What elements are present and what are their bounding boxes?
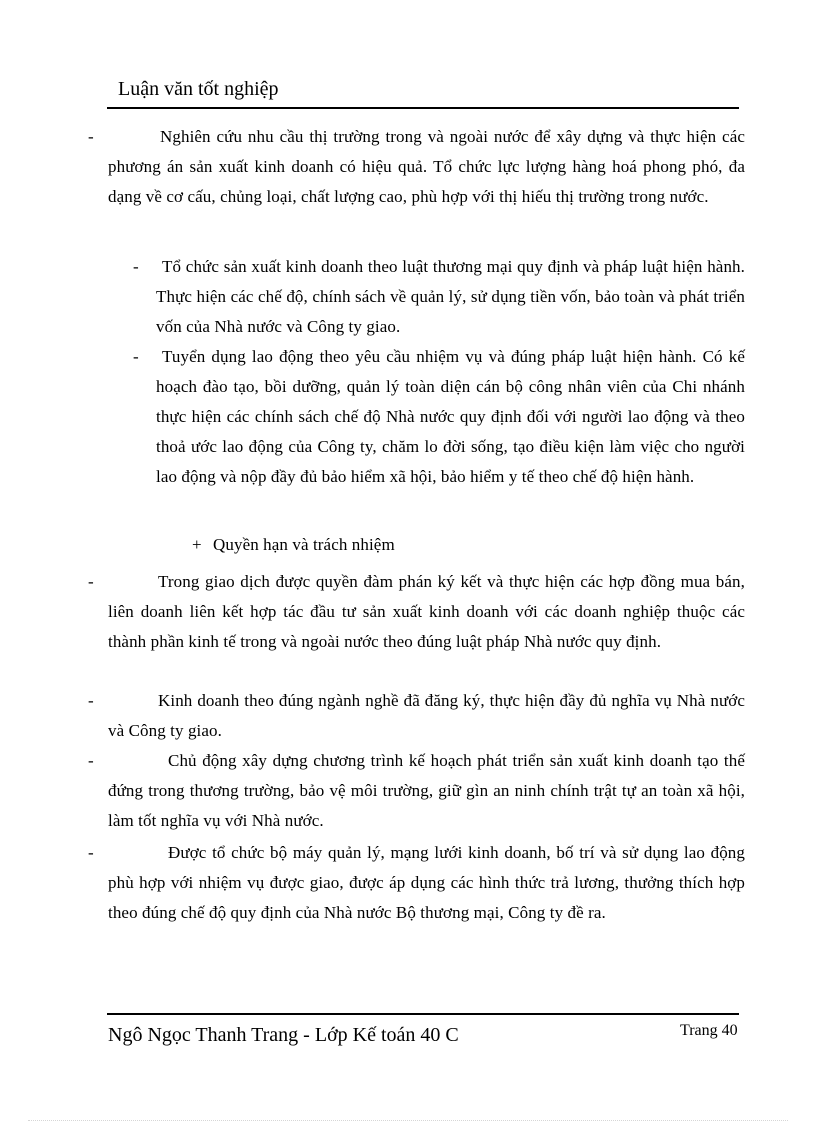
paragraph-organize-apparatus: Được tổ chức bộ máy quản lý, mạng lưới kinh doanh, bố trí và sử dụng lao động phù hợp với nhiệm vụ được giao, được áp dụng các hình thức trả lương, thưởng thích hợp theo đúng chế độ quy định của Nhà nước Bộ thương mại, Công ty đề ra.: [108, 843, 745, 922]
page-number: Trang 40: [680, 1022, 738, 1039]
paragraph-proactive-plan: Chủ động xây dựng chương trình kế hoạch phát triển sản xuất kinh doanh tạo thế đứng trong thương trường, bảo vệ môi trường, giữ gìn an ninh chính trật tự an toàn xã hội, làm tốt nghĩa vụ với Nhà nước.: [108, 751, 745, 830]
bullet-dash: -: [88, 572, 94, 591]
footer-divider: [107, 1013, 739, 1015]
paragraph-business-registered: Kinh doanh theo đúng ngành nghề đã đăng ký, thực hiện đầy đủ nghĩa vụ Nhà nước và Công ty giao.: [108, 691, 745, 740]
bullet-dash: -: [133, 257, 139, 276]
bullet-dash: -: [88, 691, 94, 710]
page-edge-divider: [28, 1120, 788, 1121]
bullet-dash: -: [88, 843, 94, 862]
running-header-title: Luận văn tốt nghiệp: [118, 78, 279, 100]
paragraph-organize-business: Tổ chức sản xuất kinh doanh theo luật thương mại quy định và pháp luật hiện hành. Thực hiện các chế độ, chính sách về quản lý, sử dụng tiền vốn, bảo toàn và phát triển vốn của Nhà nước và Công ty giao.: [156, 257, 745, 336]
paragraph-research-market: Nghiên cứu nhu cầu thị trường trong và ngoài nước để xây dựng và thực hiện các phương án sản xuất kinh doanh có hiệu quả. Tổ chức lực lượng hàng hoá phong phó, đa dạng về cơ cấu, chủng loại, chất lượng cao, phù hợp với thị hiếu thị trường trong nước.: [108, 127, 745, 206]
bullet-dash: -: [88, 127, 94, 146]
paragraph-recruit-labor: Tuyển dụng lao động theo yêu cầu nhiệm vụ và đúng pháp luật hiện hành. Có kế hoạch đào tạo, bồi dưỡng, quản lý toàn diện cán bộ công nhân viên của Chi nhánh thực hiện các chính sách chế độ Nhà nước quy định đối với người lao động và theo thoả ước lao động của Công ty, chăm lo đời sống, tạo điều kiện làm việc cho người lao động và nộp đầy đủ bảo hiểm xã hội, bảo hiểm y tế theo chế độ hiện hành.: [156, 347, 745, 486]
bullet-dash: -: [133, 347, 139, 366]
bullet-dash: -: [88, 751, 94, 770]
bullet-plus: +: [192, 535, 202, 554]
footer-author-line: Ngô Ngọc Thanh Trang - Lớp Kế toán 40 C: [108, 1024, 459, 1046]
paragraph-negotiation-rights: Trong giao dịch được quyền đàm phán ký kết và thực hiện các hợp đồng mua bán, liên doanh liên kết hợp tác đầu tư sản xuất kinh doanh với các doanh nghiệp thuộc các thành phần kinh tế trong và ngoài nước theo đúng luật pháp Nhà nước quy định.: [108, 572, 745, 651]
section-subheading-rights: Quyền hạn và trách nhiệm: [213, 535, 395, 554]
